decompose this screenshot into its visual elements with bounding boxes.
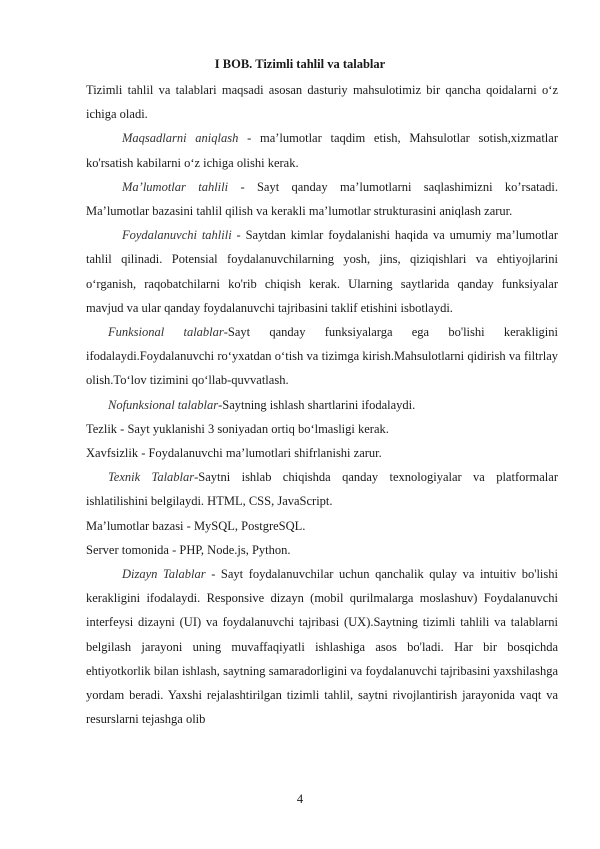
term-dizayn: Dizayn Talablar [122, 567, 206, 582]
text-malumotlar-tahlili: - Sayt qanday ma’lumotlarni saqlashimizni ko’rsatadi. Ma’lumotlar bazasini tahlil qilish va kerakli ma’lumotlar strukturasini aniqlash zarur. [86, 179, 558, 219]
term-funksional: Funksional talablar [108, 325, 224, 340]
chapter-title: I BOB. Tizimli tahlil va talablar [214, 57, 386, 71]
page-number: 4 [296, 792, 304, 806]
text-texnik: -Saytni ishlab chiqishda qanday texnologiyalar va platformalar ishlatilishini belgilaydi. HTML, CSS, JavaScript. [86, 470, 558, 509]
text-foydalanuvchi-tahlili: - Saytdan kimlar foydalanishi haqida va umumiy ma’lumotlar tahlil qilinadi. Potensial foydalanuvchilarning yosh, jins, qiziqishlari va ehtiyojlarini o‘rganish, raqobatchilarni ko'rib chiqish kerak. Ularning saytlarida qanday funksiyalar mavjud va ular qanday foydalanuvchi tajribasini taklif etishini isbotlaydi. [86, 228, 558, 315]
paragraph-funksional [86, 320, 558, 393]
paragraph-dizayn [86, 562, 558, 731]
paragraph-nofunksional [86, 393, 558, 417]
text-nofunksional: -Saytning ishlash shartlarini ifodalaydi. [218, 397, 416, 412]
term-nofunksional: Nofunksional talablar [108, 397, 219, 412]
paragraph-maqsadlar [86, 126, 558, 174]
line-malumotlar-bazasi: Ma’lumotlar bazasi - MySQL, PostgreSQL. [86, 518, 306, 533]
line-server: Server tomonida - PHP, Node.js, Python. [86, 542, 291, 557]
paragraph-texnik [86, 465, 558, 513]
term-malumotlar-tahlili: Ma’lumotlar tahlili [122, 179, 229, 194]
term-maqsadlar: Maqsadlarni aniqlash [122, 131, 239, 146]
line-xavfsizlik: Xavfsizlik - Foydalanuvchi ma’lumotlari shifrlanishi zarur. [86, 446, 382, 461]
paragraph-malumotlar-tahlili [86, 175, 558, 223]
intro-paragraph: Tizimli tahlil va talablari maqsadi asosan dasturiy mahsulotimiz bir qancha qoidalarni o‘z ichiga oladi. [86, 83, 558, 122]
paragraph-foydalanuvchi-tahlili [86, 223, 558, 320]
text-funksional: -Sayt qanday funksiyalarga ega bo'lishi kerakligini ifodalaydi.Foydalanuvchi ro‘yxatdan o‘tish va tizimga kirish.Mahsulotlarni qidirish va filtrlay olish.To‘lov tizimini qo‘llab-quvvatlash. [86, 325, 558, 388]
term-texnik: Texnik Talablar [108, 470, 195, 485]
text-dizayn: - Sayt foydalanuvchilar uchun qanchalik qulay va intuitiv bo'lishi kerakligini ifodalaydi. Responsive dizayn (mobil qurilmalarga moslashuv) Foydalanuvchi interfeysi dizayni (UI) va foydalanuvchi tajribasi (UX).Saytning tizimli tahlili va talablarni belgilash jarayoni uning muvaffaqiyatli ishlashiga asos bo'ladi. Har bir bosqichda ehtiyotkorlik bilan ishlash, saytning samaradorligini va foydalanuvchi tajribasini yaxshilashga yordam beradi. Yaxshi rejalashtirilgan tizimli tahlil, saytni rivojlantirish jarayonida vaqt va resurslarni tejashga olib [86, 567, 558, 727]
line-tezlik: Tezlik - Sayt yuklanishi 3 soniyadan ortiq bo‘lmasligi kerak. [86, 421, 389, 436]
text-maqsadlar: - ma’lumotlar taqdim etish, Mahsulotlar sotish,xizmatlar ko'rsatish kabilarni o‘z ichiga olishi kerak. [86, 131, 558, 170]
term-foydalanuvchi-tahlili: Foydalanuvchi tahlili [122, 228, 232, 243]
document-body [86, 78, 558, 731]
